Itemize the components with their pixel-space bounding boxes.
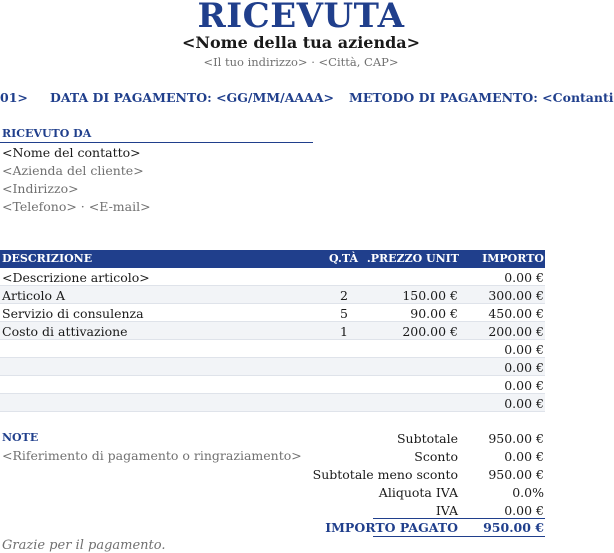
client-phone-email: <Telefono> · <E-mail> <box>2 199 151 214</box>
table-row <box>0 340 545 358</box>
row-description: Articolo A <box>2 288 66 303</box>
table-row <box>0 394 545 412</box>
row-qty: 5 <box>340 306 348 321</box>
received-from-divider <box>0 142 313 143</box>
subtotal-value: 950.00 € <box>488 431 544 446</box>
row-unit-price: 200.00 € <box>402 324 458 339</box>
client-address: <Indirizzo> <box>2 181 79 196</box>
row-qty: 1 <box>340 324 348 339</box>
thank-you-note: Grazie per il pagamento. <box>2 538 166 553</box>
tax-value: 0.00 € <box>504 503 544 518</box>
row-description: Costo di attivazione <box>2 324 128 339</box>
row-amount: 0.00 € <box>504 396 544 411</box>
receipt-title: RICEVUTA <box>197 0 405 36</box>
amount-paid-bottom-rule <box>373 536 545 537</box>
subtotal-less-discount-label: Subtotale meno sconto <box>312 467 458 482</box>
row-amount: 0.00 € <box>504 342 544 357</box>
receipt-number: 01> <box>0 90 28 105</box>
tax-label: IVA <box>435 503 458 518</box>
row-unit-price: 150.00 € <box>402 288 458 303</box>
amount-paid-top-rule <box>373 518 545 519</box>
discount-value: 0.00 € <box>504 449 544 464</box>
subtotal-label: Subtotale <box>396 431 458 446</box>
row-amount: 0.00 € <box>504 270 544 285</box>
header-qty: Q.TÀ <box>329 252 358 265</box>
table-row <box>0 376 545 394</box>
amount-paid-value: 950.00 € <box>483 520 544 535</box>
payment-method: METODO DI PAGAMENTO: <Contanti <box>349 90 614 105</box>
table-row <box>0 286 545 304</box>
row-description: Servizio di consulenza <box>2 306 144 321</box>
row-amount: 450.00 € <box>488 306 544 321</box>
received-from-label: RICEVUTO DA <box>2 127 92 140</box>
payment-date: DATA DI PAGAMENTO: <GG/MM/AAAA> <box>50 90 334 105</box>
header-unit-price: PREZZO UNIT. <box>366 252 459 265</box>
row-amount: 300.00 € <box>488 288 544 303</box>
notes-text: <Riferimento di pagamento o ringraziamento> <box>2 448 302 463</box>
row-qty: 2 <box>340 288 348 303</box>
tax-rate-value: 0.0% <box>512 485 544 500</box>
subtotal-less-discount-value: 950.00 € <box>488 467 544 482</box>
amount-paid-label: IMPORTO PAGATO <box>325 520 458 535</box>
contact-name: <Nome del contatto> <box>2 145 141 160</box>
row-amount: 0.00 € <box>504 360 544 375</box>
row-description: <Descrizione articolo> <box>2 270 150 285</box>
company-address: <Il tuo indirizzo> · <Città, CAP> <box>203 55 399 69</box>
header-amount: IMPORTO <box>482 252 544 265</box>
client-company: <Azienda del cliente> <box>2 163 144 178</box>
table-row <box>0 358 545 376</box>
company-name: <Nome della tua azienda> <box>181 33 421 52</box>
header-description: DESCRIZIONE <box>2 252 93 265</box>
row-unit-price: 90.00 € <box>410 306 458 321</box>
row-amount: 0.00 € <box>504 378 544 393</box>
row-amount: 200.00 € <box>488 324 544 339</box>
notes-label: NOTE <box>2 431 39 444</box>
discount-label: Sconto <box>414 449 458 464</box>
tax-rate-label: Aliquota IVA <box>378 485 458 500</box>
